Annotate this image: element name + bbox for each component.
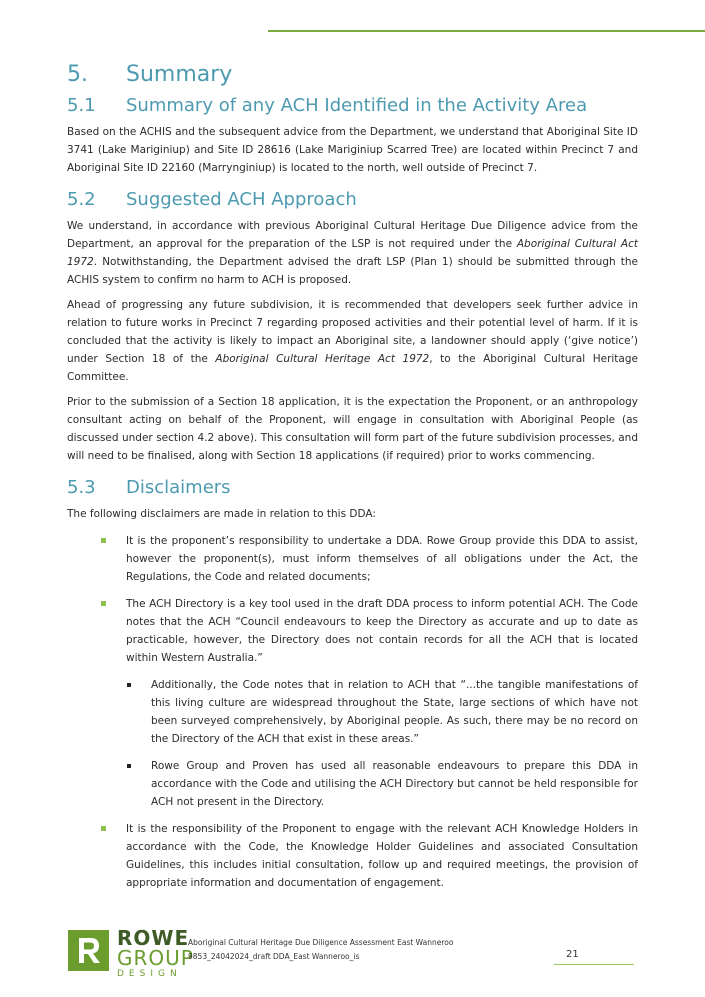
logo-wordmark: ROWE [117,926,190,950]
section-5-heading [67,62,638,87]
list-item: The ACH Directory is a key tool used in the draft DDA process to inform potential ACH. The Code notes that the ACH “Council endeavours to keep the Directory as accurate and up to date as practicable, however, the Directory does not contain records for all the ACH that is located within Western Australia.” [67,595,638,667]
list-item: It is the responsibility of the Proponent to engage with the relevant ACH Knowledge Holders in accordance with the Code, the Knowledge Holder Guidelines and associated Consultation Guidelines, this includes initial consultation, follow up and required meetings, the provision of appropriate information and documentation of engagement. [67,820,638,892]
page-number: 21 [566,949,579,960]
paragraph [67,217,638,289]
text-run: , to the Aboriginal Cultural Heritage Committee. [67,353,638,383]
section-5-2-heading [67,189,638,210]
footer-document-title: Aboriginal Cultural Heritage Due Diligence Assessment East Wanneroo [188,938,454,947]
paragraph [67,296,638,386]
paragraph: The following disclaimers are made in relation to this DDA: [67,508,376,520]
sub-list-item: Rowe Group and Proven has used all reasonable endeavours to prepare this DDA in accordance with the Code and utilising the ACH Directory but cannot be held responsible for ACH not present in the Directory. [67,757,638,811]
paragraph: Based on the ACHIS and the subsequent advice from the Department, we understand that Aboriginal Site ID 3741 (Lake Mariginiup) and Site ID 28616 (Lake Mariginiup Scarred Tree) are located within Precinct 7 and Aboriginal Site ID 22160 (Marrynginiup) is located to the north, well outside of Precinct 7. [67,126,638,174]
text-run: Ahead of progressing any future subdivision, it is recommended that developers seek further advice in relation to future works in Precinct 7 regarding proposed activities and their potential level of harm. If it is concluded that the activity is likely to impact an Aboriginal site, a landowner should apply (‘give notice’) under Section 18 of the [67,299,638,365]
section-5-3-heading [67,477,638,498]
section-number: 5.1 [67,95,96,116]
company-logo [117,928,194,980]
act-title: Aboriginal Cultural Heritage Act 1972 [215,353,430,365]
disclaimer-list [67,532,638,892]
sub-list-item: Additionally, the Code notes that in relation to ACH that “...the tangible manifestations of this living culture are widespread throughout the State, large sections of which have not been surveyed comprehensively, by Aboriginal people. As such, there may be no record on the Directory of the ACH that exist in these areas.” [67,676,638,748]
logo-wordmark: GROUP [117,946,194,970]
section-number: 5.2 [67,189,96,210]
list-item: It is the proponent’s responsibility to undertake a DDA. Rowe Group provide this DDA to assist, however the proponent(s), must inform themselves of all obligations under the Act, the Regulations, the Code and related documents; [67,532,638,586]
page-footer [0,928,705,997]
section-number: 5. [67,62,88,87]
rowe-logo-icon [68,930,109,971]
section-number: 5.3 [67,477,96,498]
section-title: Suggested ACH Approach [126,189,357,210]
footer-file-reference: 9853_24042024_draft DDA_East Wanneroo_is [188,952,360,961]
section-title: Summary of any ACH Identified in the Activity Area [126,95,588,116]
section-5-1-heading [67,95,638,116]
paragraph: Prior to the submission of a Section 18 application, it is the expectation the Proponent, or an anthropology consultant acting on behalf of the Proponent, will engage in consultation with Aboriginal People (as discussed under section 4.2 above). This consultation will form part of the future subdivision processes, and will need to be finalised, along with Section 18 applications (if required) prior to works commencing. [67,396,638,462]
header-rule [268,30,705,32]
text-run: We understand, in accordance with previous Aboriginal Cultural Heritage Due Diligence advice from the Department, an approval for the preparation of the LSP is not required under the [67,220,638,250]
document-body [67,62,638,901]
logo-wordmark: DESIGN [117,969,182,979]
section-title: Disclaimers [126,477,231,498]
act-title: Aboriginal Cultural Act 1972 [67,238,639,268]
page-number-rule [554,964,634,965]
section-title: Summary [126,62,233,87]
text-run: . Notwithstanding, the Department advised the draft LSP (Plan 1) should be submitted through the ACHIS system to confirm no harm to ACH is proposed. [67,256,638,286]
